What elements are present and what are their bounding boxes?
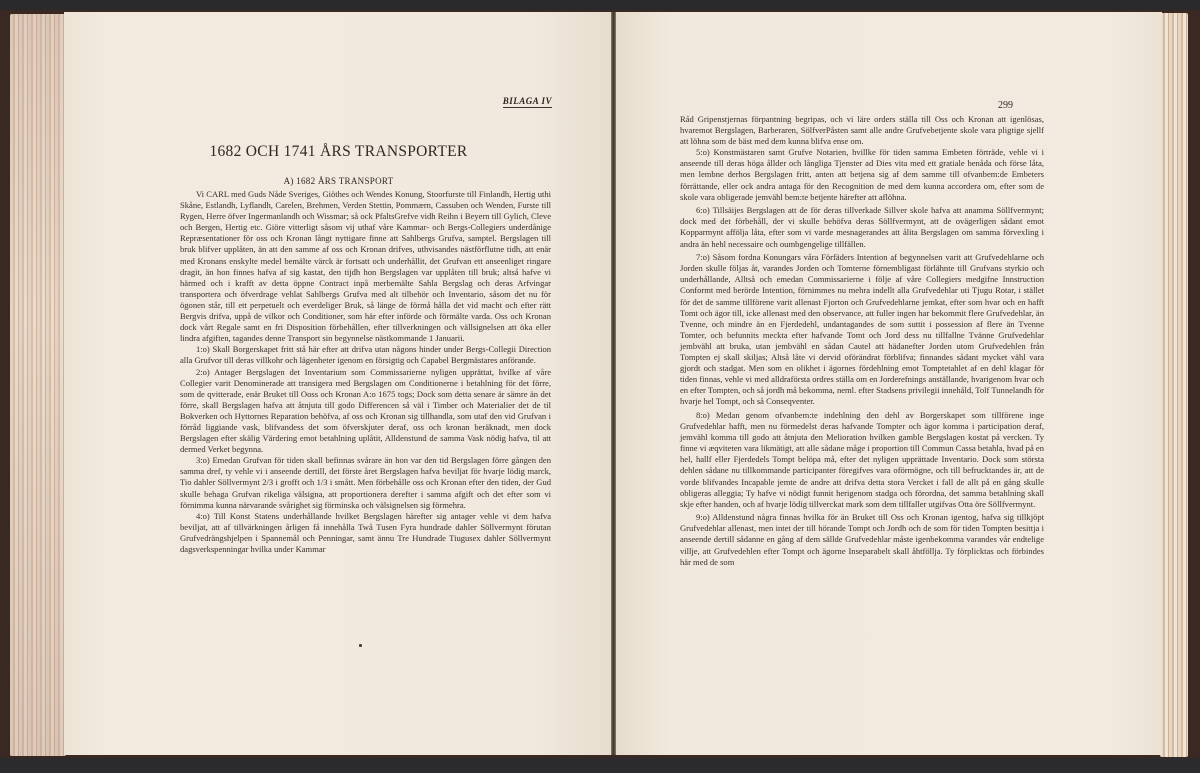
paragraph: 7:o) Såsom fordna Konungars våra Förfäders Intention af begynnelsen varit att Grufvedehlarne och Jorden skulle följas åt, varandes Jorden och Tomterne förnembligast förlähnte till Grufvans styrkio och underhållande, Alltså och emedan Commissarierne i följe af våre Collegiers medgifne Innstruction Conformt med berörde Intention, förnimmes nu mehra indellt alla Grufvedehlar uti Tjugu Rotar, i stället för det de samme tillförene varit allenast Fjorton och Grufvedehlarne jemkat, efter som hvar och en hafft Tomt och ägor till, icke allenast med den observance, att fuller ingen har bekommit flere Grufvedehlar, än Tvenne, och mindre än en Fjerdedehl, undantagandes de som suttit i possession af flere än Tvenne Tomter, och befunnits meckta efter hafvande Tomt och Jord dess nu tillfallne Tvänne Grufvedehlar jembvähl att bruka, utan jembvähl en sådan Cautel att hädanefter Jorden utom Grufvedehlen från Tompten ej skall skiljas; Altså låte vi dervid oförändrat förblifva; finnandes sådant mycket vähl vara gjordt och stadgat. Men som en olikhet i ägornes fördehlning emot Tomptetahlet af en dehl klagar för tiden finnas, vehle vi med alldraförsta ordres ställa om en Jorderefnings anställande, hvarigenom hvar och en efter Tompten, och så jordh må bekomma, neml. efter Stadsens privilegii innehåld, Tolf Tunnelandh för hvarje hel Tompt, och så Conseqventer. bbox=[680, 252, 1044, 407]
book-page-edges-left bbox=[10, 14, 66, 756]
book-page-edges-right bbox=[1160, 13, 1188, 757]
ink-speck bbox=[359, 644, 362, 647]
running-head: BILAGA IV bbox=[502, 96, 552, 106]
paragraph: Vi CARL med Guds Nåde Sveriges, Giöthes och Wendes Konung, Stoorfurste till Finlandh, Hertig uthi Skåne, Estlandh, Lyflandh, Carelen, Brehmen, Verden Stettin, Pommærn, Cassuben och Wenden, Furste till Rygen, Herre öfver Ingermanlandh och Wissmar; så ock PfaltsGrefve vidh Reihn i Beyern till Gylich, Cleve och Bergen, Hertig etc. Giöre vitterligt såsom vij uthaf våre Kammar- och Bergs-Collegiers underdånige Repræsentationer för oss och Kronan långt nyttigare finne att Sahlbergs Grufva, samptel. Bergslagen till bruk blifver upplåten, än att den samme af oss och Kronan drifves, uthvisandes nästförflutne tidh, att enär med Kronans enskylte medel bemälte värck är fortsatt och underhållit, det Grufvan ett anseenliget ringare dragit, än hon finnes hafva af sig kastat, den tijdh hon Bergslagen var upplåten till bruk; altså hafve vi härmed och i krafft av detta öppne Contract inpå merbemälte Sahla Bergslag och deras Arfvingar transportera och öfverdrage vehlat Sahlbergs Grufva med alt tilbehör och Inventario, såsom det nu för ögonen står, till ett perpetuelt och everdeliger Bruk, så länge de förmå hålla det vid macht och efter rätt Bergvis drifva, uppå de vilkor och Conditioner, som här efter införde och förmälte varda. Oss och Kronan dock vårt Regale samt en fri Disposition förbehållen, efter tillverkningen och vällsignelsen att öka eller lindra afgiften, tagandes denne Transport sin begynnelse nästkommande 1 Januarii. bbox=[180, 189, 551, 344]
paragraph: 9:o) Alldenstund några finnas hvilka för än Bruket till Oss och Kronan igentog, hafva sig tillkjöpt Grufvedehlar allenast, men intet der till hörande Tompt och Jordh och de som för tiden Tompten besittja i anseende dertill sådanne en gång af dem sällde Grufvedehlar måste igenbekomma varandes vår endtelige villje, att Grufvedehlen efter Tompt och ägorne Inseparabelt skall åhtföllja. Ty förplicktas och förbindes här med de som bbox=[680, 512, 1044, 567]
paragraph: 5:o) Konstmästaren samt Grufve Notarien, hvillke för tiden samma Embeten förträde, vehle vi i anseende till deras höga ållder och långliga Tjenster ad Dies vita med ett gratiale benåda och förse låta, men lembne derhos Bergslagen fritt, anten att betjena sig af dem samme till ofvanbem:de Embeters förrättande, eller ock andra antaga för den Recognition de med dem kunna accordera om, efter som de skole vara obligerade jemvähl bem:te betjente härefter att aflöhna. bbox=[680, 147, 1044, 202]
paragraph: 2:o) Antager Bergslagen det Inventarium som Commissarierne nyligen upprättat, hvilke af våre Collegier varit Denominerade att transigera med Bergslagen om Conditionerne i betahlning för det förre, som de qvitterade, enär Bruket till Ooss och Kronan A:o 1675 togs; Dock som detta senare är sämre än det förre, skall Bergslagen hafva att åtnjuta till godo Differencen så väl i Timber och Materialier det de til Bokverken och Hyttornes Reparation behöfva, af oss och Kronan sig tillhandla, som utaf den vid Grufvan i förråd liggiande vask, blifvandess det som öfverskjuter deraf, oss och kronan beräknadt, men dock Bergslagen efter skälig Värdering emot betahlning uplåtit, Alldenstund de samma Vask nödig hafva, til att dermed Verket begynna. bbox=[180, 366, 551, 455]
left-page-body bbox=[180, 189, 551, 555]
page-title: 1682 OCH 1741 ÅRS TRANSPORTER bbox=[209, 143, 468, 160]
paragraph: 1:o) Skall Borgerskapet fritt stå här efter att drifva utan någons hinder under Bergs-Collegii Direction alla Grufvor till deras villkohr och lägenheter igenom en försigtig och Capabel Bergmästares anförande. bbox=[180, 344, 551, 366]
paragraph: 6:o) Tillsäijes Bergslagen att de för deras tillverkade Sillver skole hafva att anamma Söllfvermynt; dock med det förbehåll, der vi skulle behöfva deras Söllfvermynt, att de ovägerligen sådant emot Kopparmynt affölja låta, efter som vi varde mesnagerandes att ålita Bergslagen om samma förvexling i andra än hehl necessaire och oumbgengelige tillfällen. bbox=[680, 205, 1044, 249]
paragraph: 4:o) Till Konst Statens underhållande hvilket Bergslagen härefter sig antager vehle vi dem hafva beviljat, att af tillvärkningen årligen få innehålla Twå Tusen Fyra hundrade dahler Söllvermynt förutan Grufvedrängshjelpen i Spannemål och Penningar, samt ännu Tre Hundrade Tiugusex dahler Söllvermynt dagsverkspenningar hvilka under Kammar bbox=[180, 510, 551, 554]
section-subtitle: A) 1682 ÅRS TRANSPORT bbox=[283, 176, 394, 186]
paragraph: 8:o) Medan genom ofvanbem:te indehlning den dehl av Borgerskapet som tillförene inge Grufvedehlar hafft, men nu förmedelst deras hafvande Tompter och ägor komma i participation deraf, jemvähl komma till godo att åtnjuta den Melioration hvilken gamble Bergslagen kostat på vercken. Ty finne vi æqviteten vara likmätigt, att alle sådane måge i proportion till Commun Cassa betahla, hvad på en hel, hallf eller Fjerdedels Tompt belöpa må, efter det nyligen upprättade Inventario. Dock som största dehlen sådane nu tillkommande participanter föregifves vara oförmögne, och till befrucktandes är, att de vorde blifvandes Incapable jemte de andre att drifva detta stora Vercket i fall de allt på en gång skulle obligeras alleggia; Ty hafve vi nödigt funnit herigenom stadga och förordna, det samma betahlning skall skje efter handen, och af hvarje lödig tillverckat mark som dem tillfaller utgifvas Otta öre Söllfvermynt. bbox=[680, 409, 1044, 509]
paragraph: 3:o) Emedan Grufvan för tiden skall befinnas svårare än hon var den tid Bergslagen förre gången den samma dref, ty vehle vi i anseende dertill, det förste året Bergslagen hafva beviljat för hvarje lödig marck, Tio dahler Söllvermynt 2/3 i grofft och 1/3 i smått. Men förbehålle oss och Kronan efter den tiden, der Gud skulle behaga Grufvan rikeliga välsigna, att proportionera derefter i samma afgift och det efter som vi förnimma kunna närvarande svårighet sig förminska och välsignelsen sig förmehra. bbox=[180, 455, 551, 510]
right-page-body bbox=[680, 114, 1044, 568]
paragraph: Råd Gripenstjernas förpantning begripas, och vi läre orders ställa till Oss och Kronan att igenlösas, hvaremot Bergslagen, Barberaren, SölfverPåsten samt alle andre Grufvebetjente skole vara pligtige sjellf att löhna som de bäst med dem kunna blifva ense om. bbox=[680, 114, 1044, 147]
bottom-frame-bar bbox=[0, 758, 1200, 773]
page-number: 299 bbox=[998, 100, 1013, 111]
book-gutter bbox=[611, 12, 616, 755]
